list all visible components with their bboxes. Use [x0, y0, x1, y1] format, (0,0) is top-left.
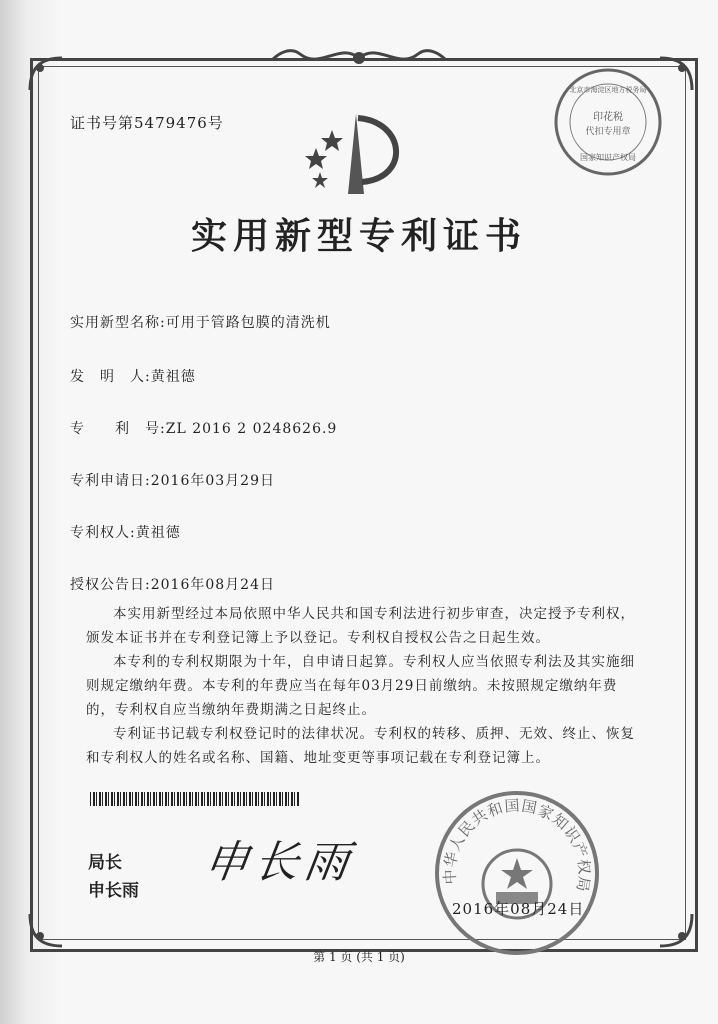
barcode: [90, 792, 300, 806]
state-ip-office-seal: [432, 788, 602, 958]
tax-stamp-bottom: 国家知识产权局: [580, 153, 636, 162]
page-title: 实用新型专利证书: [190, 215, 527, 257]
field-patent-number: 专 利 号:ZL 2016 2 0248626.9: [70, 421, 338, 437]
paragraph-grant: 本实用新型经过本局依照中华人民共和国专利法进行初步审查，决定授予专利权，颁发本证书并在专利登记簿上予以登记。专利权自授权公告之日起生效。: [86, 606, 635, 646]
corner-ornament-bl: [26, 910, 66, 950]
signatory-name: 申长雨: [88, 881, 139, 901]
tax-stamp-center1: 印花税: [593, 112, 623, 123]
field-grant-date: 授权公告日:2016年08月24日: [70, 577, 275, 593]
paragraph-term: 本专利的专利权期限为十年，自申请日起算。专利权人应当依照专利法及其实施细则规定缴纳年费。本专利的年费应当在每年03月29日前缴纳。未按照规定缴纳年费的，专利权自应当缴纳年费期满之日起终止。: [86, 654, 635, 718]
tax-stamp-center2: 代扣专用章: [585, 127, 631, 137]
certificate-number: 证书号第5479476号: [70, 114, 224, 132]
tax-stamp-ring-text: 北京市海淀区地方税务局: [569, 86, 647, 94]
corner-ornament-tl: [26, 54, 66, 94]
field-patentee: 专利权人:黄祖德: [70, 525, 181, 541]
handwritten-signature: 申长雨: [200, 837, 358, 888]
page-footer: 第 1 页 (共 1 页): [313, 950, 405, 964]
patent-office-logo-icon: [296, 108, 420, 198]
seal-ring-text: 中华人民共和国国家知识产权局: [440, 796, 594, 894]
tax-stamp: [552, 66, 664, 178]
certificate-body: [86, 602, 646, 770]
field-utility-model-name: 实用新型名称:可用于管路包膜的清洗机: [70, 315, 331, 331]
seal-date: 2016年08月24日: [452, 900, 585, 918]
signatory-title: 局长: [88, 853, 122, 873]
field-application-date: 专利申请日:2016年03月29日: [70, 473, 275, 489]
top-ornament: [270, 40, 448, 76]
field-inventor: 发 明 人:黄祖德: [70, 369, 196, 385]
corner-ornament-br: [656, 910, 696, 950]
paragraph-legal-status: 专利证书记载专利权登记时的法律状况。专利权的转移、质押、无效、终止、恢复和专利权人的姓名或名称、国籍、地址变更等事项记载在专利登记簿上。: [86, 726, 635, 766]
